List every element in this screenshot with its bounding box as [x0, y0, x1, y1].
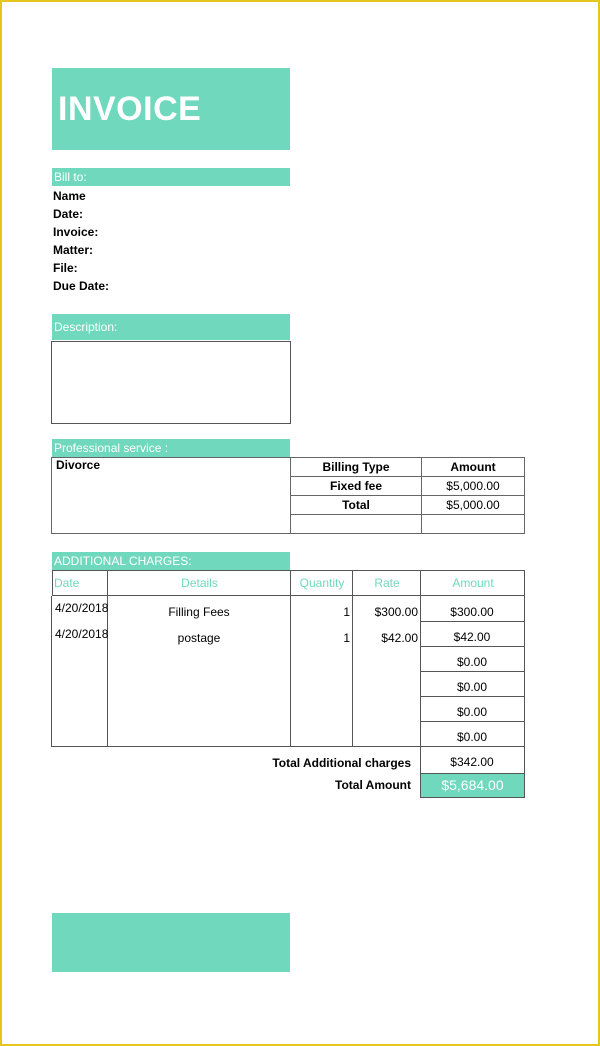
- grid-line: [420, 696, 524, 697]
- item-date: 4/20/2018: [55, 601, 109, 615]
- item-amount: $42.00: [453, 630, 491, 644]
- additional-header-row: [52, 570, 525, 596]
- field-invoice: Invoice:: [53, 225, 99, 239]
- extra-amount: $0.00: [456, 655, 488, 669]
- grid-line: [352, 570, 353, 747]
- extra-amount: $0.00: [456, 705, 488, 719]
- total-additional-value: $342.00: [450, 755, 494, 769]
- empty-cell: [422, 515, 525, 534]
- total-amount-cell: $5,000.00: [422, 496, 525, 515]
- grid-line: [107, 570, 108, 747]
- grid-line: [420, 646, 524, 647]
- extra-amount: $0.00: [456, 680, 488, 694]
- service-name: Divorce: [52, 458, 291, 534]
- description-box[interactable]: [51, 341, 291, 424]
- header-details: Details: [181, 576, 218, 590]
- total-additional-label: Total Additional charges: [272, 756, 411, 770]
- professional-label: Professional service :: [54, 441, 169, 455]
- item-amount: $300.00: [450, 605, 494, 619]
- field-due-date: Due Date:: [53, 279, 110, 293]
- grid-line: [420, 671, 524, 672]
- item-rate: $300.00: [374, 605, 418, 619]
- invoice-title: INVOICE: [58, 90, 202, 128]
- item-date: 4/20/2018: [55, 627, 109, 641]
- amount-cell: $5,000.00: [422, 477, 525, 496]
- header-amount: Amount: [452, 576, 494, 590]
- header-rate: Rate: [374, 576, 400, 590]
- item-quantity: 1: [343, 631, 350, 645]
- grid-line: [51, 746, 421, 747]
- field-name: Name: [53, 189, 86, 203]
- billing-type-header: Billing Type: [291, 458, 422, 477]
- grid-line: [420, 746, 524, 747]
- item-details: postage: [177, 631, 221, 645]
- extra-amount: $0.00: [456, 730, 488, 744]
- item-rate: $42.00: [381, 631, 418, 645]
- description-band: [52, 314, 290, 340]
- grid-line: [290, 570, 291, 747]
- total-amount-value: $5,684.00: [441, 777, 504, 793]
- item-quantity: 1: [343, 605, 350, 619]
- bill-to-band: [52, 168, 290, 186]
- field-date: Date:: [53, 207, 84, 221]
- amount-header: Amount: [422, 458, 525, 477]
- bill-to-label: Bill to:: [54, 170, 87, 184]
- grid-line: [524, 570, 525, 798]
- professional-table: [51, 457, 525, 534]
- grid-line: [420, 621, 524, 622]
- footer-block: [52, 913, 290, 972]
- field-file: File:: [53, 261, 78, 275]
- description-label: Description:: [54, 320, 118, 334]
- grid-line: [51, 596, 52, 747]
- professional-band: [52, 439, 290, 457]
- additional-band: [52, 552, 290, 570]
- total-amount-label: Total Amount: [335, 778, 411, 792]
- grid-line: [420, 721, 524, 722]
- grid-line: [420, 797, 524, 798]
- empty-cell: [291, 515, 422, 534]
- additional-label: ADDITIONAL CHARGES:: [54, 554, 192, 568]
- total-type-cell: Total: [291, 496, 422, 515]
- item-details: Filling Fees: [168, 605, 230, 619]
- total-amount-box: [421, 774, 524, 797]
- field-matter: Matter:: [53, 243, 94, 257]
- invoice-title-block: [52, 68, 290, 150]
- header-date: Date: [54, 576, 80, 590]
- billing-type-cell: Fixed fee: [291, 477, 422, 496]
- header-quantity: Quantity: [299, 576, 345, 590]
